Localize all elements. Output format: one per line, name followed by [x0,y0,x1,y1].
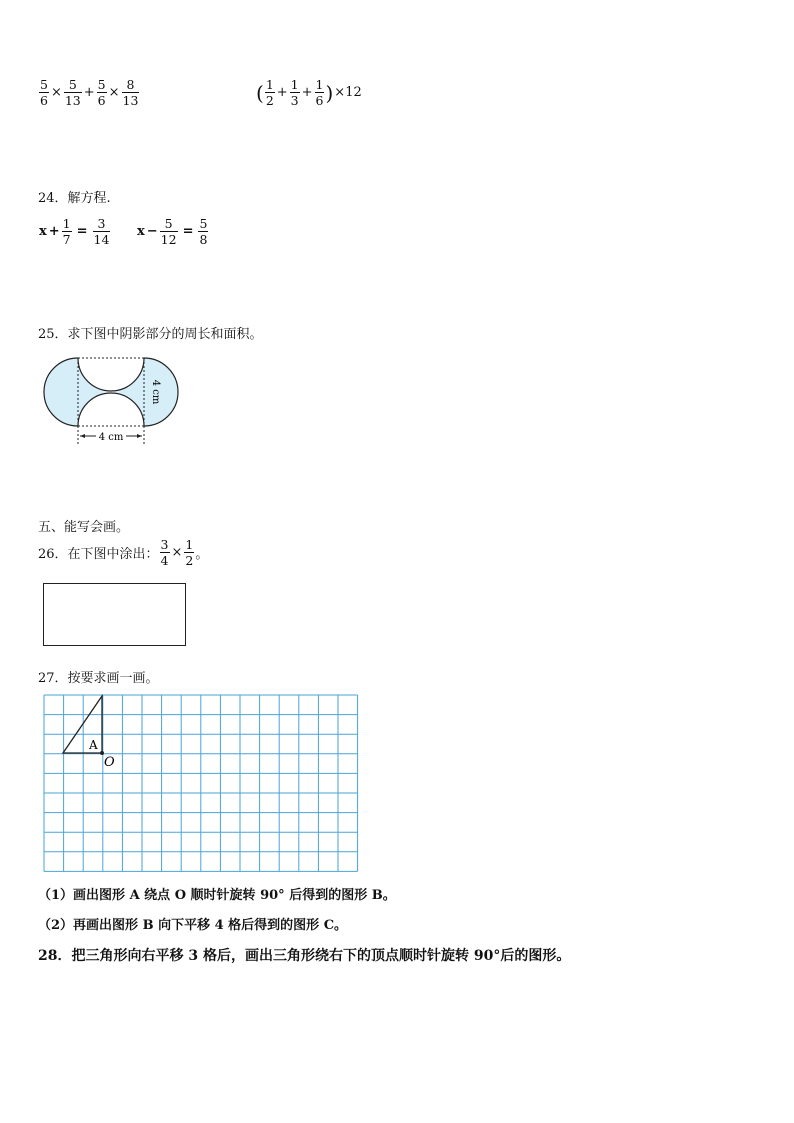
denominator: 2 [185,553,194,569]
arrow-right-icon [137,434,142,438]
variable: x [137,224,145,240]
equation-1 [38,217,111,246]
operator: × [108,85,120,101]
q25-figure [36,350,196,450]
fraction [64,78,82,107]
denominator: 6 [315,93,324,109]
denominator: 8 [199,232,208,248]
equation-2 [136,217,209,246]
shading-rectangle[interactable] [43,583,186,646]
operator: − [146,224,158,240]
numerator: 1 [290,77,299,92]
denominator: 13 [64,93,81,109]
arrow-left-icon [80,434,85,438]
operator: + [301,85,313,101]
fraction [93,217,111,246]
fraction [122,78,140,107]
fraction [160,217,178,246]
fraction [184,538,194,567]
fraction [290,78,300,107]
numerator: 1 [185,537,194,552]
numerator: 5 [68,77,77,92]
q26-prefix: 26．在下图中涂出： [38,547,159,563]
denominator: 4 [160,553,169,569]
operator: + [83,85,95,101]
close-paren: ) [325,80,334,105]
fraction [198,217,208,246]
operator: × [171,545,183,561]
label-vertical: 4 cm [150,379,161,405]
q26-title [38,538,208,567]
denominator: 7 [62,232,71,248]
operator: + [48,224,60,240]
expression-1 [38,78,140,107]
numerator: 3 [97,216,106,231]
denominator: 12 [160,232,177,248]
denominator: 6 [97,93,106,109]
denominator: 13 [122,93,139,109]
q28-title: 28．把三角形向右平移 3 格后，画出三角形绕右下的顶点顺时针旋转 90°后的图形。 [38,948,571,964]
numerator: 5 [97,77,106,92]
numerator: 5 [164,216,173,231]
denominator: 14 [93,232,110,248]
equals: = [182,224,194,240]
denominator: 2 [265,93,274,109]
variable: x [39,224,47,240]
numerator: 5 [40,77,48,92]
q27-sub1: （1）画出图形 A 绕点 O 顺时针旋转 90° 后得到的图形 B。 [38,888,396,903]
fraction [97,78,107,107]
numerator: 5 [199,216,208,231]
operator: × [50,85,62,101]
numerator: 8 [126,77,135,92]
label-o: O [104,755,115,770]
q24-title: 24．解方程. [38,191,111,206]
operator: + [276,85,288,101]
fraction [39,78,49,107]
numerator: 1 [315,77,324,92]
fraction [160,538,170,567]
q25-title: 25．求下图中阴影部分的周长和面积。 [38,327,263,342]
numerator: 1 [62,216,71,231]
label-a: A [89,738,98,752]
grid [44,695,358,871]
numerator: 1 [265,77,274,92]
numerator: 3 [160,537,169,552]
equals: = [76,224,88,240]
section-title: 五、能写会画。 [38,520,130,535]
fraction [315,78,325,107]
fraction [62,217,72,246]
q27-title: 27．按要求画一画。 [38,671,159,686]
denominator: 3 [290,93,299,109]
multiply-tail: ×12 [334,85,362,101]
open-paren: ( [256,80,264,105]
q27-grid-figure[interactable] [43,694,359,872]
expression-2 [256,78,363,107]
label-horizontal: 4 cm [98,432,124,443]
denominator: 6 [40,93,48,109]
q27-sub2: （2）再画出图形 B 向下平移 4 格后得到的图形 C。 [38,918,348,933]
q26-suffix: 。 [195,547,209,563]
fraction [265,78,275,107]
